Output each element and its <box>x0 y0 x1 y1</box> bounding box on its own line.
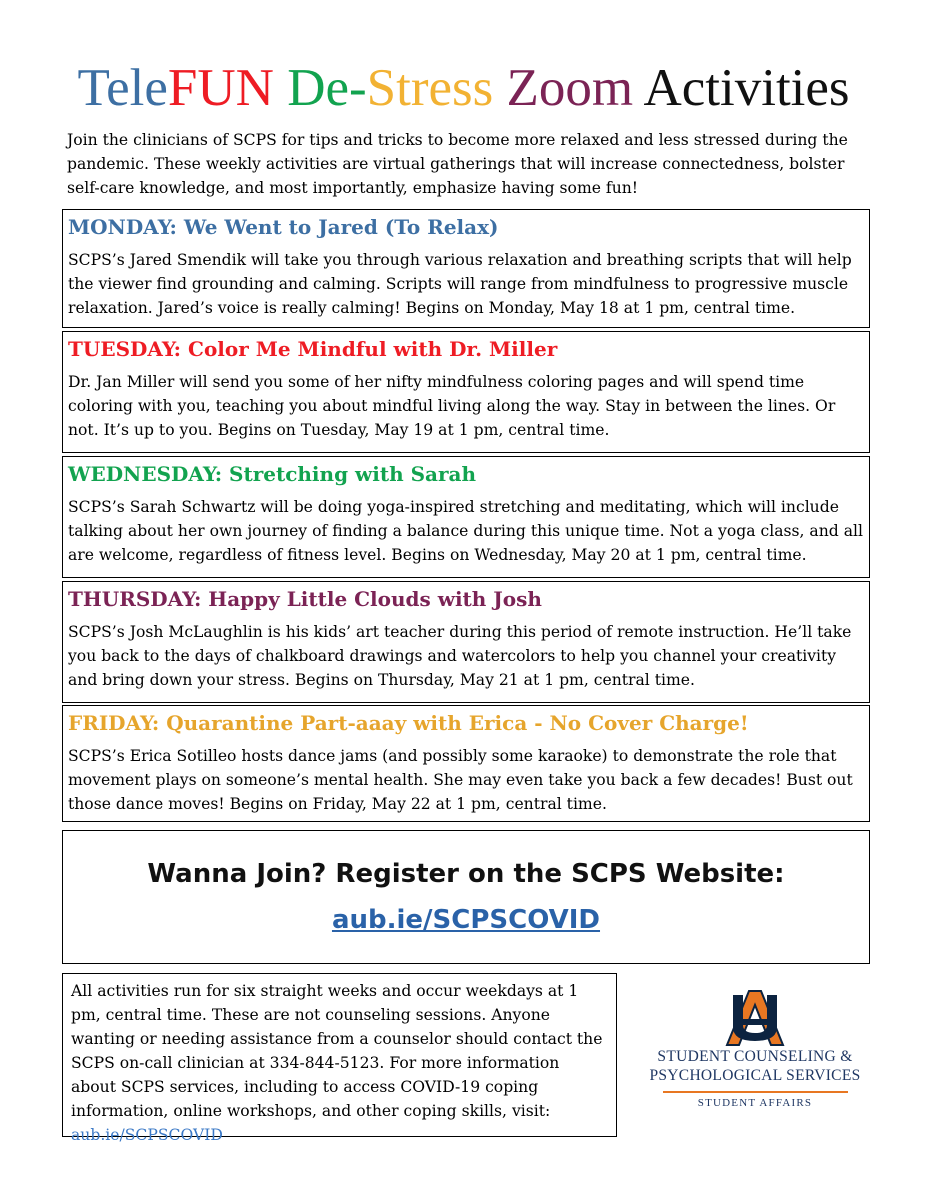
thursday-heading: THURSDAY: Happy Little Clouds with Josh <box>68 587 542 611</box>
title-part-zoom: Zoom <box>506 59 644 117</box>
wednesday-box <box>62 456 870 578</box>
register-link[interactable]: aub.ie/SCPSCOVID <box>331 905 601 935</box>
logo-line-student-affairs: STUDENT AFFAIRS <box>697 1097 813 1109</box>
logo-line-student-counseling: STUDENT COUNSELING & <box>657 1048 853 1065</box>
scps-logo <box>640 985 870 1109</box>
page-title <box>0 58 927 118</box>
friday-box <box>62 705 870 822</box>
tuesday-heading: TUESDAY: Color Me Mindful with Dr. Miller <box>68 337 558 361</box>
info-text: All activities run for six straight weeks and occur weekdays at 1 pm, central time. These are not counseling sessions. Anyone wanting or needing assistance from a counselor should contact the SCPS on-call clinician at 334-844-5123. For more information about SCPS services, including to access COVID-19 coping information, online workshops, and other coping skills, visit: <box>71 982 603 1120</box>
thursday-description: SCPS’s Josh McLaughlin is his kids’ art teacher during this period of remote instruction. He’ll take you back to the days of chalkboard drawings and watercolors to help you channel your creativity and bring down your stress. Begins on Thursday, May 21 at 1 pm, central time. <box>68 623 852 689</box>
title-part-stress: Stress <box>366 59 507 117</box>
info-box <box>62 973 617 1144</box>
info-link[interactable]: aub.ie/SCPSCOVID <box>71 1126 223 1144</box>
monday-description: SCPS’s Jared Smendik will take you through various relaxation and breathing scripts that will help the viewer find grounding and calming. Scripts will range from mindfulness to progressive muscle relaxation. Jared’s voice is really calming! Begins on Monday, May 18 at 1 pm, central time. <box>68 251 852 317</box>
monday-heading: MONDAY: We Went to Jared (To Relax) <box>68 215 499 239</box>
register-box <box>62 830 870 964</box>
title-part-fun: FUN <box>167 59 288 117</box>
monday-box <box>62 209 870 328</box>
thursday-box <box>62 581 870 703</box>
tuesday-box <box>62 331 870 453</box>
title-part-tele: Tele <box>77 59 168 117</box>
friday-description: SCPS’s Erica Sotilleo hosts dance jams (and possibly some karaoke) to demonstrate the role that movement plays on someone’s mental health. She may even take you back a few decades! Bust out those dance moves! Begins on Friday, May 22 at 1 pm, central time. <box>68 747 853 813</box>
auburn-au-logo-icon <box>719 985 791 1047</box>
logo-divider <box>663 1091 848 1093</box>
title-part-de: De- <box>287 59 367 117</box>
title-part-activities: Activities <box>643 59 850 117</box>
tuesday-description: Dr. Jan Miller will send you some of her nifty mindfulness coloring pages and will spend time coloring with you, teaching you about mindful living along the way. Stay in between the lines. Or not. It’s up to you. Begins on Tuesday, May 19 at 1 pm, central time. <box>68 373 836 439</box>
intro-paragraph: Join the clinicians of SCPS for tips and tricks to become more relaxed and less stressed during the pandemic. These weekly activities are virtual gatherings that will increase connectedness, bolster self-care knowledge, and most importantly, emphasize having some fun! <box>67 131 848 197</box>
wednesday-heading: WEDNESDAY: Stretching with Sarah <box>68 462 477 486</box>
logo-line-psychological-services: PSYCHOLOGICAL SERVICES <box>649 1067 861 1084</box>
wednesday-description: SCPS’s Sarah Schwartz will be doing yoga-inspired stretching and meditating, which will include talking about her own journey of finding a balance during this unique time. Not a yoga class, and all are welcome, regardless of fitness level. Begins on Wednesday, May 20 at 1 pm, central time. <box>68 498 863 564</box>
register-heading: Wanna Join? Register on the SCPS Website: <box>147 859 785 889</box>
friday-heading: FRIDAY: Quarantine Part-aaay with Erica - No Cover Charge! <box>68 711 749 735</box>
